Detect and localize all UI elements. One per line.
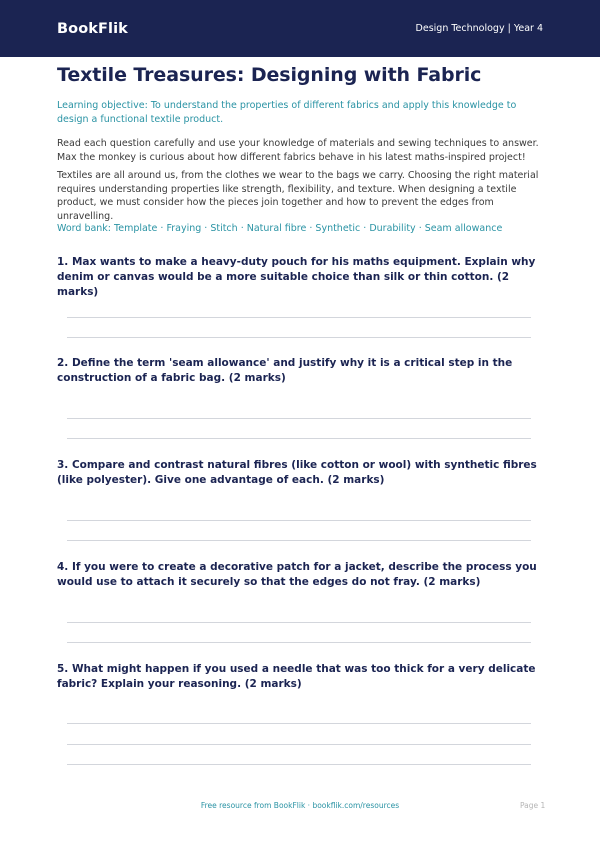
page-title: Textile Treasures: Designing with Fabric bbox=[57, 64, 482, 86]
answer-line[interactable] bbox=[67, 764, 531, 765]
question-2: 2. Define the term 'seam allowance' and justify why it is a critical step in the construction of a fabric bag. (2 marks) bbox=[57, 357, 513, 384]
answer-line[interactable] bbox=[67, 744, 531, 745]
answer-line[interactable] bbox=[67, 520, 531, 521]
word-bank: Word bank: Template · Fraying · Stitch · Natural fibre · Synthetic · Durability · Seam allowance bbox=[57, 223, 503, 234]
answer-line[interactable] bbox=[67, 438, 531, 439]
page-number: Page 1 bbox=[520, 801, 546, 810]
answer-line[interactable] bbox=[67, 337, 531, 338]
answer-line[interactable] bbox=[67, 317, 531, 318]
question-3: 3. Compare and contrast natural fibres (like cotton or wool) with synthetic fibres (like polyester). Give one advantage of each. (2 marks) bbox=[57, 459, 537, 486]
brand-logo: BookFlik bbox=[57, 20, 128, 37]
footer-credit[interactable]: Free resource from BookFlik · bookflik.com/resources bbox=[200, 801, 400, 810]
header-bar bbox=[0, 0, 600, 57]
intro-paragraph-2: Textiles are all around us, from the clothes we wear to the bags we carry. Choosing the right material requires understanding properties like strength, flexibility, and texture. When designing a textile product, we must consider how the pieces join together and how to prevent the edges from unravelling. bbox=[57, 170, 539, 222]
answer-line[interactable] bbox=[67, 642, 531, 643]
intro-paragraph-1: Read each question carefully and use your knowledge of materials and sewing techniques to answer. Max the monkey is curious about how different fabrics behave in his latest maths-inspired project! bbox=[57, 138, 539, 163]
answer-line[interactable] bbox=[67, 540, 531, 541]
learning-objective: Learning objective: To understand the properties of different fabrics and apply this knowledge to design a functional textile product. bbox=[57, 100, 517, 125]
question-1: 1. Max wants to make a heavy-duty pouch for his maths equipment. Explain why denim or canvas would be a more suitable choice than silk or thin cotton. (2 marks) bbox=[57, 256, 536, 298]
answer-line[interactable] bbox=[67, 723, 531, 724]
question-5: 5. What might happen if you used a needle that was too thick for a very delicate fabric? Explain your reasoning. (2 marks) bbox=[57, 663, 536, 690]
subject-label: Design Technology | Year 4 bbox=[415, 23, 543, 34]
question-4: 4. If you were to create a decorative patch for a jacket, describe the process you would use to attach it securely so that the edges do not fray. (2 marks) bbox=[57, 561, 537, 588]
answer-line[interactable] bbox=[67, 622, 531, 623]
answer-line[interactable] bbox=[67, 418, 531, 419]
